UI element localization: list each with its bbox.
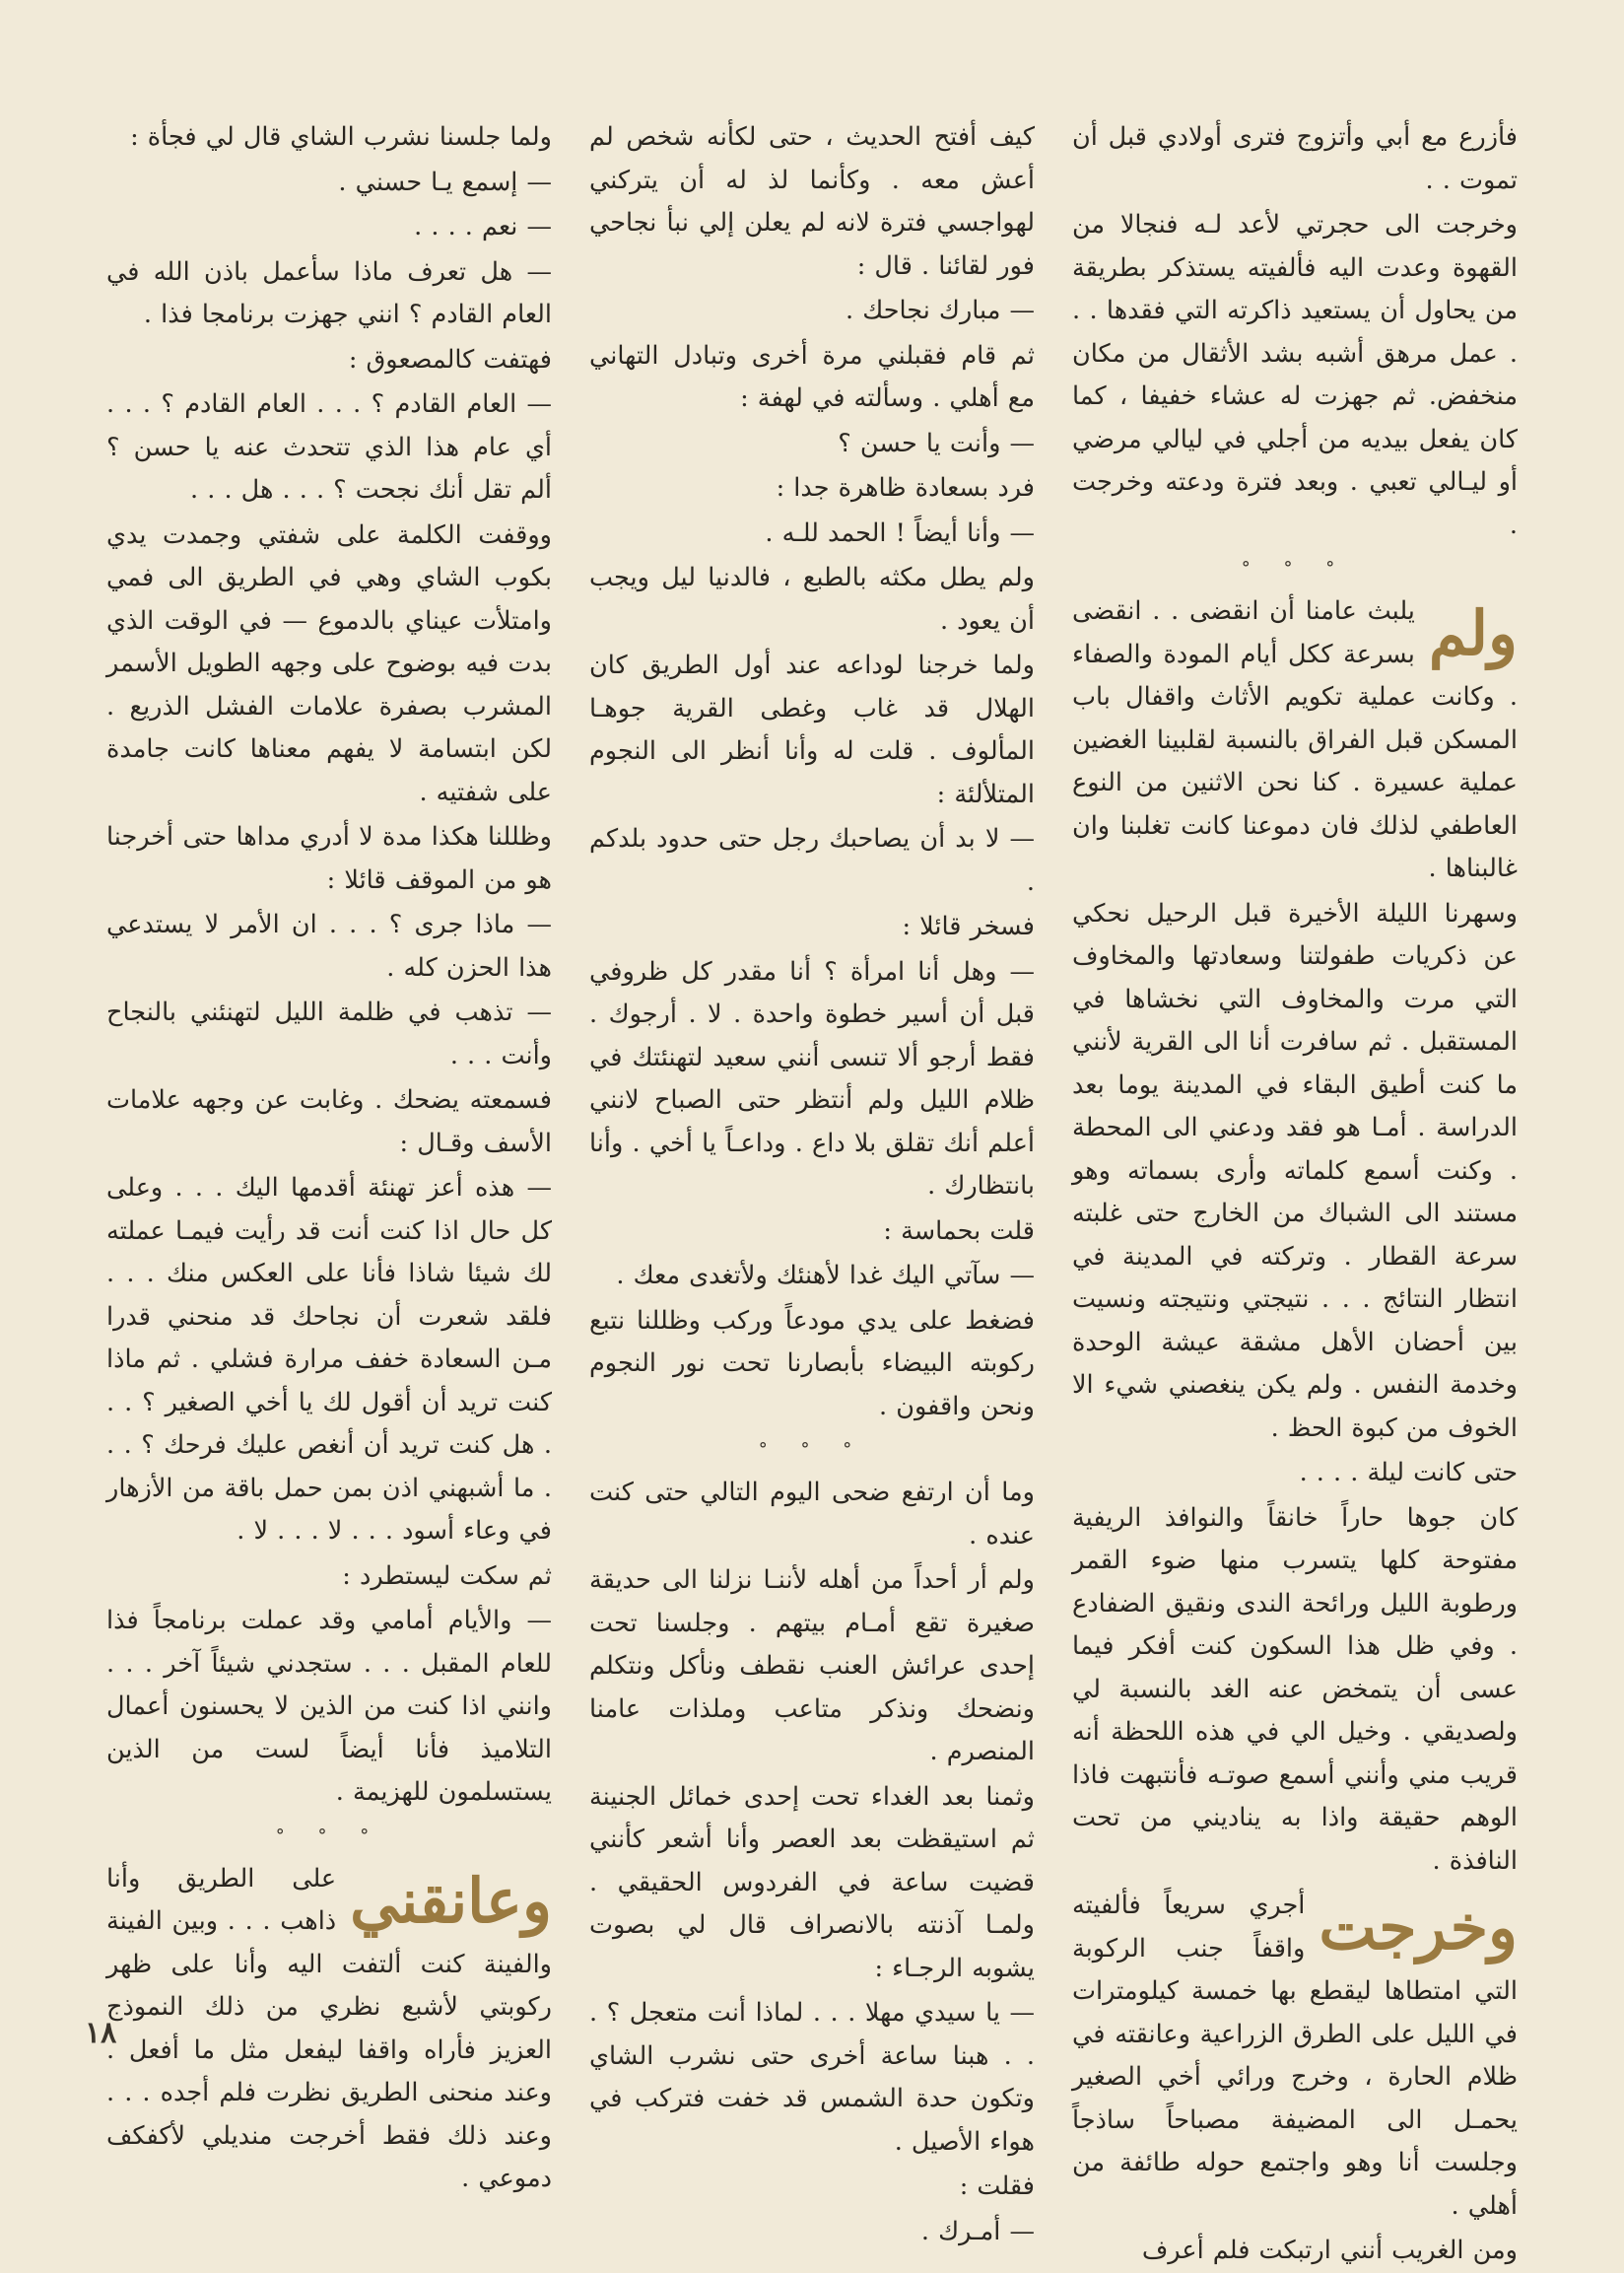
paragraph: فسخر قائلا : <box>902 912 1035 941</box>
paragraph: فقلت : <box>959 2171 1035 2201</box>
dialogue-line: — هذه أعز تهنئة أقدمها اليك . . . وعلى كل حال اذا كنت أنت قد رأيت فيمـا عملته لك شيئا شاذا فأنا على العكس منك . . . فلقد شعرت أن نجاحك قد منحني قدرا مـن السعادة خفف مرارة فشلي . ثم ماذا كنت تريد أن أقول لك يا أخي الصغير ؟ . . . هل كنت تريد أن أنغص عليك فرحك ؟ . . . ما أشبهني اذن بمن حمل باقة من الأزهار في وعاء أسود . . . لا . . . لا . <box>106 1173 552 1546</box>
paragraph: حتى كانت ليلة . . . . <box>1299 1458 1518 1487</box>
dialogue-line: — مبارك نجاحك . <box>846 296 1035 325</box>
paragraph: قلت بحماسة : <box>883 1215 1035 1246</box>
paragraph: ثم سكت ليستطرد : <box>342 1560 552 1591</box>
article-column-right <box>1072 116 1518 2265</box>
paragraph: وسهرنا الليلة الأخيرة قبل الرحيل نحكي عن ذكريات طفولتنا وسعادتها والمخاوف التي مرت والمخاوف التي نخشاها في المستقبل . ثم سافرت أنا الى القرية لأنني ما كنت أطيق البقاء في المدينة يوما بعد الدراسة . أمـا هو فقد ودعني الى المحطة . وكنت أسمع كلماته وأرى بسماته وهو مستند الى الشباك من الخارج حتى غلبته سرعة القطار . وتركته في المدينة في انتظار النتائج . . . نتيجتي ونتيجته ونسيت بين أحضان الأهل مشقة عيشة الوحدة وخدمة النفس . ولم يكن ينغصني شيء الا الخوف من كبوة الحظ . <box>1072 898 1518 1443</box>
paragraph: وثمنا بعد الغداء تحت إحدى خمائل الجنينة ثم استيقظت بعد العصر وأنا أشعر كأنني قضيت ساعة في الفردوس الحقيقي . ولمـا آذنته بالانصراف قال لي بصوت يشوبه الرجـاء : <box>589 1781 1035 1983</box>
dialogue-line: — ماذا جرى ؟ . . . ان الأمر لا يستدعي هذا الحزن كله . <box>106 910 552 983</box>
paragraph: ولم يطل مكثه بالطبع ، فالدنيا ليل ويجب أن يعود . <box>589 563 1035 636</box>
dialogue-line: — نعم . . . . <box>414 212 552 241</box>
paragraph-text: يلبث عامنا أن انقضى . . انقضى بسرعة ككل أيام المودة والصفاء . وكانت عملية تكويم الأثاث واقفال باب المسكن قبل الفراق بالنسبة لقلبينا الغضين عملية عسيرة . كنا نحن الاثنين من النوع العاطفي لذلك فان دموعنا كانت تغلبنا وان غالبناها . <box>1072 596 1518 883</box>
paragraph: فسمعته يضحك . وغابت عن وجهه علامات الأسف وقـال : <box>106 1085 552 1158</box>
paragraph <box>106 1858 552 2201</box>
dialogue-line: — أمـرك . <box>920 2216 1035 2246</box>
section-separator: ° ° ° <box>275 1825 383 1846</box>
paragraph-text: على الطريق وأنا ذاهب . . . وبين الفينة والفينة كنت ألتفت اليه وأنا على ظهر ركوبتي لأشبع نظري من ذلك النموذج العزيز فأراه واقفا ليفعل مثل ما أفعل . وعند منحنى الطريق نظرت فلم أجده . . . وعند ذلك فقط أخرجت منديلي لأكفكف دموعي . <box>106 1863 552 2193</box>
dialogue-line: — يا سيدي مهلا . . . لماذا أنت متعجل ؟ . . . هبنا ساعة أخرى حتى نشرب الشاي وتكون حدة الشمس قد خفت فتركب في هواء الأصيل . <box>589 1998 1035 2157</box>
paragraph: فهتفت كالمصعوق : <box>348 344 552 375</box>
dropcap-walam: ولم <box>1428 597 1518 669</box>
dialogue-line: — سآتي اليك غدا لأهنئك ولأتغدى معك . <box>616 1261 1035 1290</box>
paragraph: كان جوها حاراً خانقاً والنوافذ الريفية مفتوحة كلها يتسرب منها ضوء القمر ورطوبة الليل ورائحة الندى ونقيق الضفادع . وفي ظل هذا السكون كنت أفكر فيما عسى أن يتمخض عنه الغد بالنسبة لي ولصديقي . وخيل الي في هذه اللحظة أنه قريب مني وأنني أسمع صوتـه فأنتبهت فاذا الوهم حقيقة واذا به يناديني من تحت النافذة . <box>1072 1502 1518 1876</box>
paragraph: ولما جلسنا نشرب الشاي قال لي فجأة : <box>130 122 552 152</box>
paragraph: وما أن ارتفع ضحى اليوم التالي حتى كنت عنده . <box>589 1478 1035 1550</box>
paragraph: فضغط على يدي مودعاً وركب وظللنا نتبع ركوبته البيضاء بأبصارنا تحت نور النجوم ونحن واقفون . <box>589 1305 1035 1421</box>
article-column-middle <box>589 116 1035 2246</box>
paragraph: وظللنا هكذا مدة لا أدري مداها حتى أخرجنا هو من الموقف قائلا : <box>106 822 552 895</box>
article-column-left <box>106 116 552 2193</box>
dialogue-line: — وأنت يا حسن ؟ <box>838 428 1035 458</box>
dialogue-line: — العام القادم ؟ . . . العام القادم ؟ . . . أي عام هذا الذي تتحدث عنه يا حسن ؟ ألم تقل أنك نجحت ؟ . . . هل . . . <box>106 389 552 505</box>
paragraph: ولما خرجنا لوداعه عند أول الطريق كان الهلال قد غاب وغطى القرية جوهـا المألوف . قلت له وأنا أنظر الى النجوم المتلألئة : <box>589 651 1035 809</box>
page-number: ١٨ <box>85 2016 117 2050</box>
paragraph: وخرجت الى حجرتي لأعد لـه فنجالا من القهوة وعدت اليه فألفيته يستذكر بطريقة من يحاول أن يستعيد ذاكرته التي فقدها . . . عمل مرهق أشبه بشد الأثقال من مكان منخفض. ثم جهزت له عشاء خفيفا ، كما كان يفعل بيديه من أجلي في ليالي مرضي أو ليـالي تعبي . وبعد فترة ودعته وخرجت . <box>1072 210 1518 540</box>
dialogue-line: — وهل أنا امرأة ؟ أنا مقدر كل ظروفي قبل أن أسير خطوة واحدة . لا . أرجوك . فقط أرجو ألا تنسى أنني سعيد لتهنئتك في ظلام الليل ولم أنتظر حتى الصباح لانني أعلم أنك تقلق بلا داع . وداعـاً يا أخي . وأنا بانتظارك . <box>589 956 1035 1201</box>
paragraph: فرد بسعادة ظاهرة جدا : <box>776 473 1035 503</box>
section-separator: ° ° ° <box>758 1439 866 1460</box>
dialogue-line: — لا بد أن يصاحبك رجل حتى حدود بلدكم . <box>589 824 1035 897</box>
dialogue-line: — والأيام أمامي وقد عملت برنامجاً فذا للعام المقبل . . . ستجدني شيئاً آخر . . . وانني اذا كنت من الذين لا يحسنون أعمال التلاميذ فأنا أيضاً لست من الذين يستسلمون للهزيمة . <box>106 1606 552 1807</box>
dropcap-waanaqani: وعانقني <box>350 1864 552 1937</box>
dialogue-line: — إسمع يـا حسني . <box>338 167 552 197</box>
paragraph <box>1072 1885 1518 2228</box>
paragraph <box>1072 590 1518 891</box>
paragraph: ووقفت الكلمة على شفتي وجمدت يدي بكوب الشاي وهي في الطريق الى فمي وامتلأت عيناي بالدموع — في الوقت الذي بدت فيه بوضوح على وجهه الطويل الأسمر المشرب بصفرة علامات الفشل الذريع . لكن ابتسامة لا يفهم معناها كانت جامدة على شفتيه . <box>106 519 552 807</box>
dialogue-line: — تذهب في ظلمة الليل لتهنئني بالنجاح وأنت . . . <box>106 998 552 1070</box>
dialogue-line: — هل تعرف ماذا سأعمل باذن الله في العام القادم ؟ انني جهزت برنامجا فذا . <box>106 256 552 329</box>
dialogue-line: — وأنا أيضاً ! الحمد للـه . <box>765 517 1035 548</box>
paragraph: ومن الغريب أنني ارتبكت فلم أعرف <box>1141 2236 1518 2265</box>
paragraph: ثم قام فقبلني مرة أخرى وتبادل التهاني مع أهلي . وسألته في لهفة : <box>589 340 1035 413</box>
dropcap-wakharajt: وخرجت <box>1319 1892 1518 1963</box>
paragraph: ولم أر أحداً من أهله لأننـا نزلنا الى حديقة صغيرة تقع أمـام بيتهم . وجلسنا تحت إحدى عرائش العنب نقطف ونأكل ونتكلم ونضحك ونذكر متاعب وملذات عامنا المنصرم . <box>589 1565 1035 1766</box>
section-separator: ° ° ° <box>1241 558 1349 579</box>
paragraph-text: أجري سريعاً فألفيته واقفاً جنب الركوبة التي امتطاها ليقطع بها خمسة كيلومترات في الليل على الطرق الزراعية وعانقته في ظلام الحارة ، وخرج ورائي أخي الصغير يحمـل الى المضيفة مصباحاً ساذجاً وجلست أنا وهو واجتمع حوله طائفة من أهلي . <box>1072 1891 1518 2221</box>
paragraph: فأزرع مع أبي وأتزوج فترى أولادي قبل أن تموت . . <box>1072 122 1518 195</box>
paragraph: كيف أفتح الحديث ، حتى لكأنه شخص لم أعش معه . وكأنما لذ له أن يتركني لهواجسي فترة لانه لم يعلن إلي نبأ نجاحي فور لقائنا . قال : <box>589 122 1035 281</box>
